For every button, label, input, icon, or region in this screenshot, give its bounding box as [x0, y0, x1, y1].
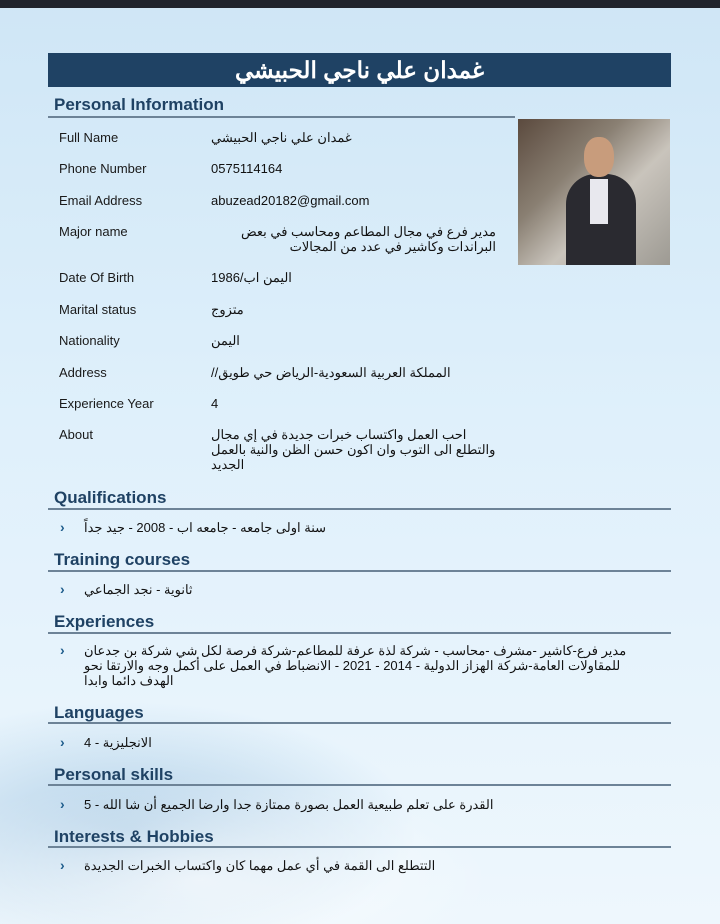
- label-major: Major name: [59, 224, 128, 239]
- interest-text: التتطلع الى القمة في أي عمل مهما كان واكتساب الخبرات الجديدة: [84, 858, 436, 873]
- skill-item: [60, 797, 660, 812]
- chevron-right-icon: ›: [60, 796, 65, 812]
- label-marital: Marital status: [59, 302, 137, 317]
- divider: [48, 116, 515, 118]
- chevron-right-icon: ›: [60, 581, 65, 597]
- experiences-heading: Experiences: [54, 612, 155, 631]
- label-about: About: [59, 427, 93, 442]
- label-address: Address: [59, 365, 107, 380]
- value-address: المملكة العربية السعودية-الرياض حي طويق//: [211, 365, 451, 380]
- value-experience-year: 4: [211, 396, 219, 411]
- personal-info-heading: Personal Information: [54, 95, 225, 114]
- skill-text: القدرة على تعلم طبيعية العمل بصورة ممتازة جدا وارضا الجميع أن شا الله - 5: [84, 797, 494, 812]
- name-header: غمدان علي ناجي الحبيشي: [48, 53, 671, 87]
- chevron-right-icon: ›: [60, 642, 65, 658]
- interest-item: [60, 858, 660, 873]
- language-item: [60, 735, 660, 750]
- language-text: الانجليزية - 4: [84, 735, 152, 750]
- chevron-right-icon: ›: [60, 519, 65, 535]
- profile-photo: [518, 119, 670, 265]
- divider: [48, 570, 671, 572]
- value-phone: 0575114164: [211, 161, 283, 176]
- training-text: ثانوية - نجد الجماعي: [84, 582, 193, 597]
- label-full-name: Full Name: [59, 130, 119, 145]
- value-major: مدير فرع في مجال المطاعم ومحاسب في بعض البراندات وكاشير في عدد من المجالات: [240, 224, 496, 254]
- value-about: احب العمل واكتساب خبرات جديدة في إي مجال والتطلع الى التوب وان اكون حسن الظن والنية بالعمل الجديد: [211, 427, 496, 472]
- value-email: abuzead20182@gmail.com: [211, 193, 370, 208]
- qualification-text: سنة اولى جامعه - جامعه اب - 2008 - جيد جداً: [84, 520, 327, 535]
- value-nationality: اليمن: [211, 333, 240, 348]
- qualifications-heading: Qualifications: [54, 488, 167, 507]
- chevron-right-icon: ›: [60, 734, 65, 750]
- divider: [48, 846, 671, 848]
- divider: [48, 784, 671, 786]
- value-marital: متزوج: [211, 302, 244, 317]
- skills-heading: Personal skills: [54, 765, 174, 784]
- top-bar: [0, 0, 720, 8]
- experience-text: مدير فرع-كاشير -مشرف -محاسب - شركة لذة عرفة للمطاعم-شركة فرصة لكل شي شركة بن جدعان للمقاولات العامة-شركة الهزاز الدولية - 2014 - 2021 - الانضباط في العمل على أكمل وجه والارتقا نحو الهدف دائما وابدا: [84, 643, 627, 688]
- training-heading: Training courses: [54, 550, 191, 569]
- divider: [48, 722, 671, 724]
- languages-heading: Languages: [54, 703, 144, 722]
- divider: [48, 508, 671, 510]
- value-full-name: غمدان علي ناجي الحبيشي: [211, 130, 352, 145]
- label-phone: Phone Number: [59, 161, 147, 176]
- interests-heading: Interests & Hobbies: [54, 827, 214, 846]
- divider: [48, 632, 671, 634]
- label-nationality: Nationality: [59, 333, 120, 348]
- training-item: [60, 582, 660, 597]
- qualification-item: [60, 520, 660, 535]
- label-dob: Date Of Birth: [59, 270, 135, 285]
- label-experience-year: Experience Year: [59, 396, 154, 411]
- value-dob: اليمن اب/1986: [211, 270, 292, 285]
- label-email: Email Address: [59, 193, 143, 208]
- chevron-right-icon: ›: [60, 857, 65, 873]
- experience-item: [60, 643, 660, 688]
